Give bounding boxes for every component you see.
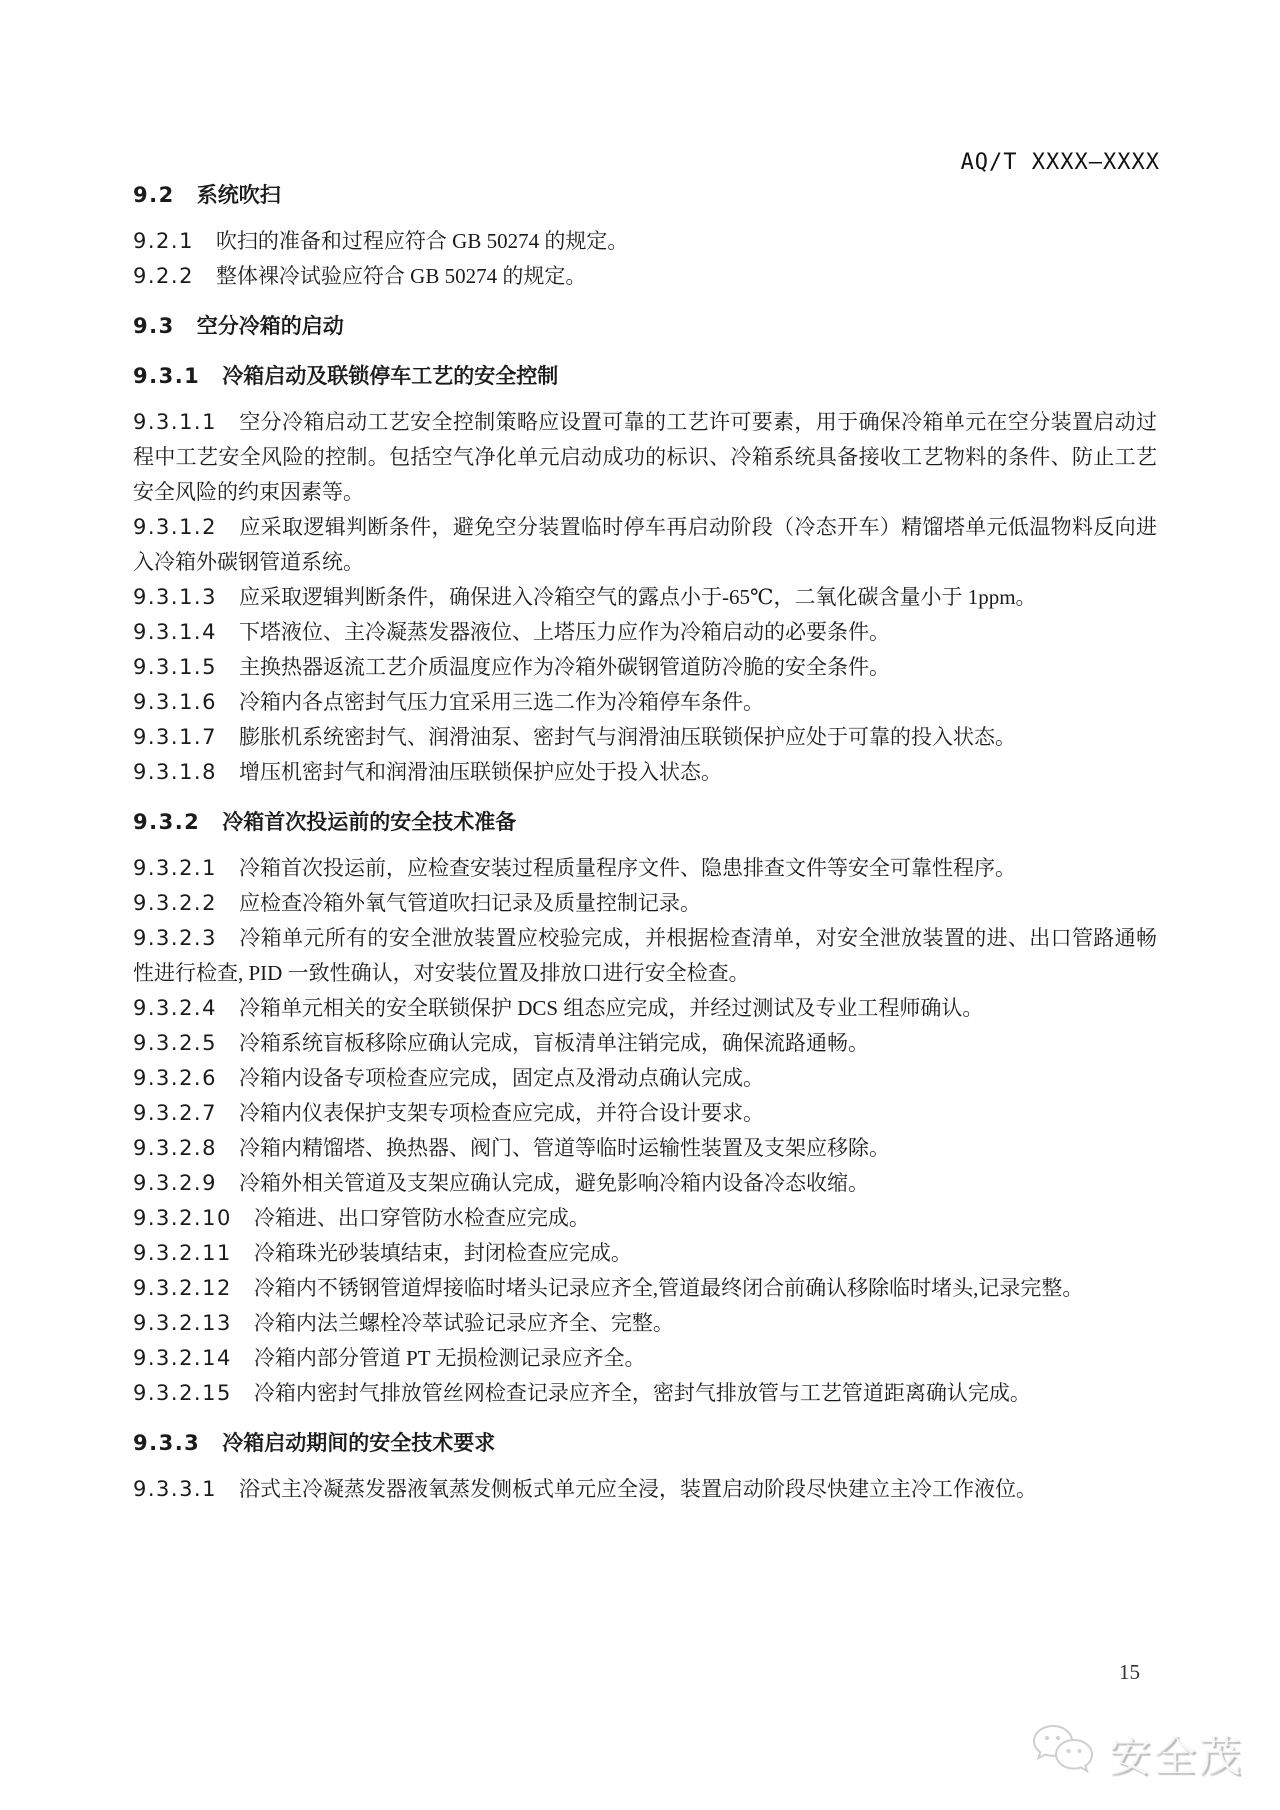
clause-number: 9.3.2.9	[133, 1171, 217, 1195]
clause-paragraph	[133, 1061, 1157, 1096]
clause-number: 9.3.3	[133, 1431, 201, 1455]
clause-paragraph	[133, 1131, 1157, 1166]
clause-text: 冷箱内不锈钢管道焊接临时堵头记录应齐全,管道最终闭合前确认移除临时堵头,记录完整。	[253, 1276, 1084, 1300]
clause-number: 9.3.2.1	[133, 856, 217, 880]
clause-text: 冷箱首次投运前，应检查安装过程质量程序文件、隐患排查文件等安全可靠性程序。	[238, 856, 1016, 880]
clause-text: 冷箱外相关管道及支架应确认完成，避免影响冷箱内设备冷态收缩。	[238, 1171, 869, 1195]
clause-number: 9.3.1.2	[133, 515, 217, 539]
clause-paragraph	[133, 1026, 1157, 1061]
clause-number: 9.3.2.15	[133, 1381, 232, 1405]
clause-text: 冷箱内部分管道 PT 无损检测记录应齐全。	[253, 1346, 646, 1370]
clause-text: 主换热器返流工艺介质温度应作为冷箱外碳钢管道防冷脆的安全条件。	[238, 655, 890, 679]
clause-number: 9.3.1.8	[133, 760, 217, 784]
clause-text: 冷箱内仪表保护支架专项检查应完成，并符合设计要求。	[238, 1101, 764, 1125]
clause-number: 9.2	[133, 183, 175, 207]
clause-text: 空分冷箱的启动	[196, 314, 344, 338]
clause-paragraph	[133, 1271, 1157, 1306]
clause-number: 9.3.1.6	[133, 690, 217, 714]
clause-number: 9.3.2.11	[133, 1241, 232, 1265]
clause-paragraph	[133, 405, 1157, 510]
clause-paragraph	[133, 720, 1157, 755]
clause-text: 应采取逻辑判断条件，确保进入冷箱空气的露点小于-65℃，二氧化碳含量小于 1ppm。	[238, 585, 1037, 609]
clause-paragraph	[133, 921, 1157, 991]
clause-text: 系统吹扫	[196, 183, 281, 207]
clause-paragraph	[133, 851, 1157, 886]
clause-number: 9.3.2.6	[133, 1066, 217, 1090]
section-heading	[133, 309, 1157, 344]
clause-paragraph	[133, 510, 1157, 580]
clause-paragraph	[133, 1236, 1157, 1271]
clause-number: 9.3.2.4	[133, 996, 217, 1020]
clause-text: 冷箱启动期间的安全技术要求	[222, 1431, 496, 1455]
clause-text: 冷箱单元所有的安全泄放装置应校验完成，并根据检查清单，对安全泄放装置的进、出口管路通畅性进行检查, PID 一致性确认，对安装位置及排放口进行安全检查。	[133, 926, 1157, 985]
clause-paragraph	[133, 1306, 1157, 1341]
clause-paragraph	[133, 1166, 1157, 1201]
clause-number: 9.2.1	[133, 229, 194, 253]
clause-paragraph	[133, 755, 1157, 790]
clause-number: 9.3.2.3	[133, 926, 217, 950]
clause-text: 冷箱珠光砂装填结束，封闭检查应完成。	[253, 1241, 632, 1265]
clause-paragraph	[133, 886, 1157, 921]
clause-text: 冷箱内法兰螺栓冷萃试验记录应齐全、完整。	[253, 1311, 674, 1335]
clause-text: 浴式主冷凝蒸发器液氧蒸发侧板式单元应全浸，装置启动阶段尽快建立主冷工作液位。	[238, 1477, 1037, 1501]
clause-number: 9.3.2.12	[133, 1276, 232, 1300]
section-heading	[133, 1426, 1157, 1461]
clause-paragraph	[133, 1201, 1157, 1236]
clause-paragraph	[133, 685, 1157, 720]
clause-paragraph	[133, 615, 1157, 650]
clause-text: 下塔液位、主冷凝蒸发器液位、上塔压力应作为冷箱启动的必要条件。	[238, 620, 890, 644]
clause-text: 整体裸冷试验应符合 GB 50274 的规定。	[215, 264, 587, 288]
clause-number: 9.3.2.14	[133, 1346, 232, 1370]
page-number: 15	[1119, 1660, 1140, 1684]
clause-text: 冷箱内各点密封气压力宜采用三选二作为冷箱停车条件。	[238, 690, 764, 714]
clause-text: 膨胀机系统密封气、润滑油泵、密封气与润滑油压联锁保护应处于可靠的投入状态。	[238, 725, 1016, 749]
watermark	[1031, 1722, 1244, 1785]
clause-paragraph	[133, 580, 1157, 615]
clause-number: 9.3.2.13	[133, 1311, 232, 1335]
clause-paragraph	[133, 224, 1157, 259]
clause-number: 9.3.2.10	[133, 1206, 232, 1230]
clause-text: 吹扫的准备和过程应符合 GB 50274 的规定。	[215, 229, 629, 253]
clause-number: 9.3.1	[133, 364, 201, 388]
clause-text: 冷箱内精馏塔、换热器、阀门、管道等临时运输性装置及支架应移除。	[238, 1136, 890, 1160]
clause-text: 冷箱进、出口穿管防水检查应完成。	[253, 1206, 590, 1230]
document-body	[133, 178, 1157, 1507]
clause-number: 9.3.2.2	[133, 891, 217, 915]
clause-text: 冷箱系统盲板移除应确认完成，盲板清单注销完成，确保流路通畅。	[238, 1031, 869, 1055]
clause-paragraph	[133, 650, 1157, 685]
clause-number: 9.2.2	[133, 264, 194, 288]
clause-number: 9.3.1.7	[133, 725, 217, 749]
clause-number: 9.3.1.4	[133, 620, 217, 644]
clause-text: 应检查冷箱外氧气管道吹扫记录及质量控制记录。	[238, 891, 701, 915]
clause-number: 9.3.2.5	[133, 1031, 217, 1055]
section-heading	[133, 805, 1157, 840]
clause-text: 冷箱启动及联锁停车工艺的安全控制	[222, 364, 559, 388]
clause-paragraph	[133, 1341, 1157, 1376]
clause-text: 冷箱单元相关的安全联锁保护 DCS 组态应完成，并经过测试及专业工程师确认。	[238, 996, 984, 1020]
clause-text: 冷箱内密封气排放管丝网检查记录应齐全，密封气排放管与工艺管道距离确认完成。	[253, 1381, 1031, 1405]
clause-text: 冷箱内设备专项检查应完成，固定点及滑动点确认完成。	[238, 1066, 764, 1090]
clause-number: 9.3.2	[133, 810, 201, 834]
clause-number: 9.3	[133, 314, 175, 338]
clause-paragraph	[133, 1376, 1157, 1411]
clause-number: 9.3.2.7	[133, 1101, 217, 1125]
clause-number: 9.3.1.3	[133, 585, 217, 609]
clause-text: 空分冷箱启动工艺安全控制策略应设置可靠的工艺许可要素，用于确保冷箱单元在空分装置启动过程中工艺安全风险的控制。包括空气净化单元启动成功的标识、冷箱系统具备接收工艺物料的条件、防止工艺安全风险的约束因素等。	[133, 410, 1157, 504]
clause-paragraph	[133, 1096, 1157, 1131]
clause-paragraph	[133, 259, 1157, 294]
section-heading	[133, 359, 1157, 394]
clause-number: 9.3.1.5	[133, 655, 217, 679]
standard-code-header: AQ/T XXXX—XXXX	[960, 150, 1160, 175]
clause-number: 9.3.1.1	[133, 410, 217, 434]
clause-text: 冷箱首次投运前的安全技术准备	[222, 810, 517, 834]
clause-text: 应采取逻辑判断条件，避免空分装置临时停车再启动阶段（冷态开车）精馏塔单元低温物料反向进入冷箱外碳钢管道系统。	[133, 515, 1157, 574]
watermark-brand-text: 安全茂	[1108, 1731, 1244, 1781]
clause-paragraph	[133, 991, 1157, 1026]
clause-paragraph	[133, 1472, 1157, 1507]
section-heading	[133, 178, 1157, 213]
clause-number: 9.3.2.8	[133, 1136, 217, 1160]
clause-text: 增压机密封气和润滑油压联锁保护应处于投入状态。	[238, 760, 722, 784]
clause-number: 9.3.3.1	[133, 1477, 217, 1501]
wechat-icon	[1031, 1722, 1097, 1785]
